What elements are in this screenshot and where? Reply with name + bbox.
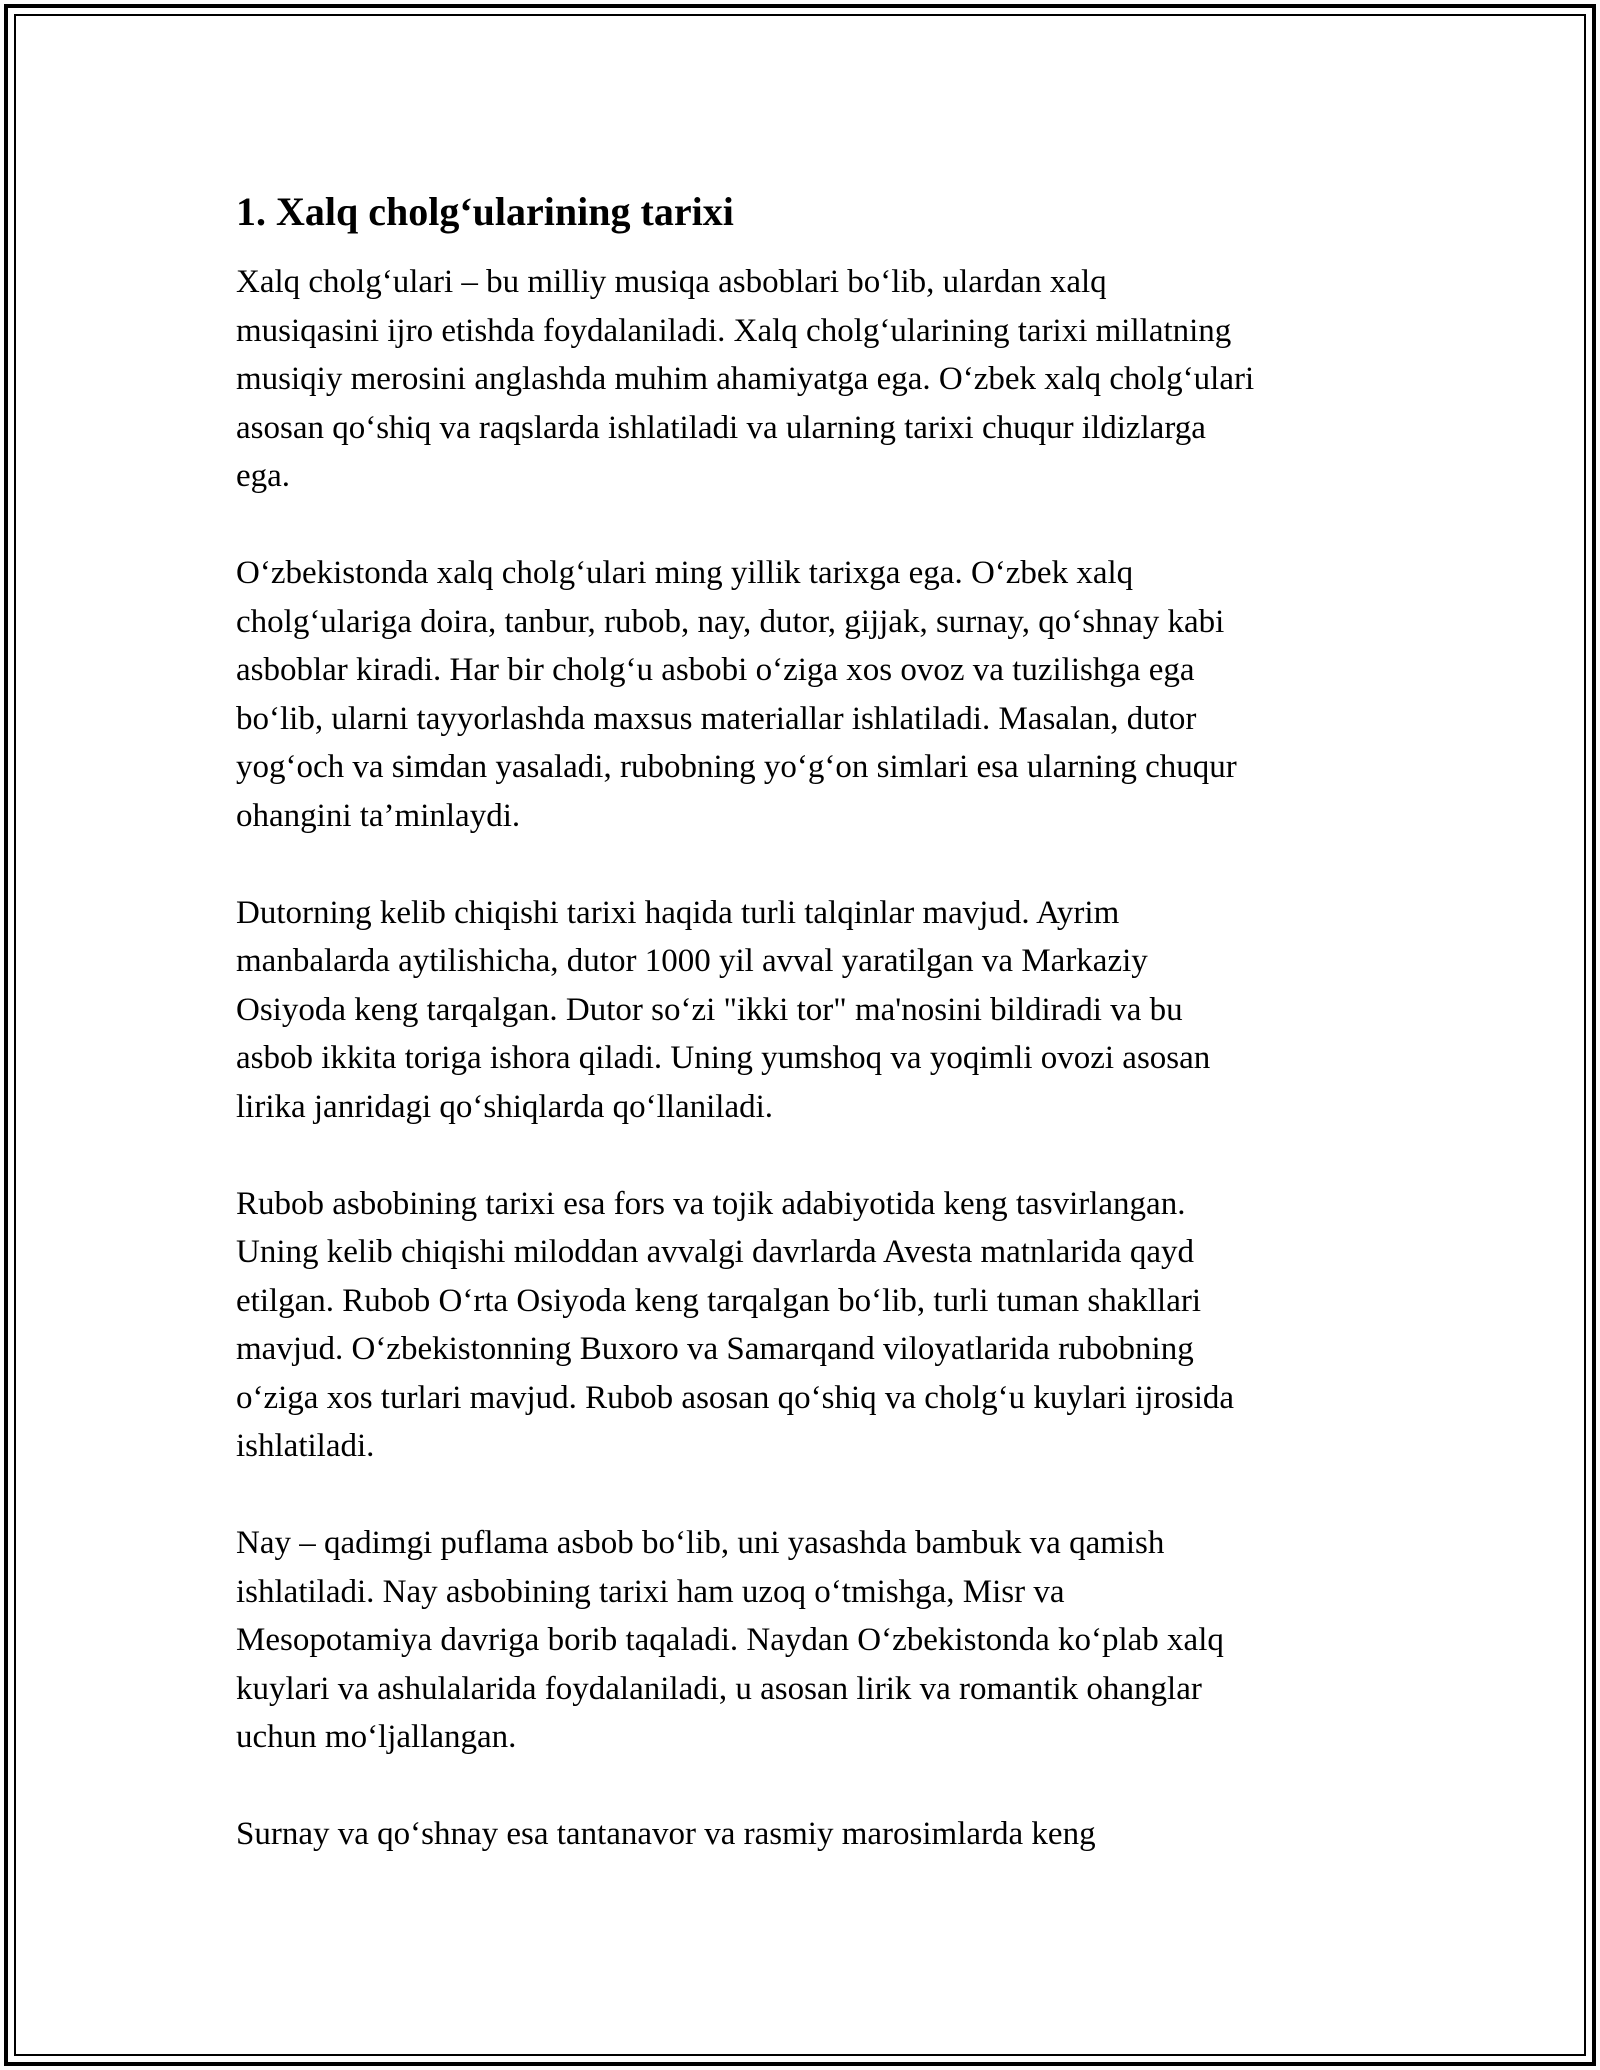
text-line: asboblar kiradi. Har bir cholg‘u asbobi o‘ziga xos ovoz va tuzilishga ega <box>236 652 1195 688</box>
text-line: Xalq cholg‘ulari – bu milliy musiqa asboblari bo‘lib, ulardan xalq <box>236 264 1107 300</box>
text-line: musiqasini ijro etishda foydalaniladi. Xalq cholg‘ularining tarixi millatning <box>236 312 1232 349</box>
text-line: yog‘och va simdan yasaladi, rubobning yo‘g‘on simlari esa ularning chuqur <box>236 749 1237 785</box>
paragraph-intro <box>236 258 1376 501</box>
text-line: ega. <box>236 458 291 494</box>
text-line: cholg‘ulariga doira, tanbur, rubob, nay, dutor, gijjak, surnay, qo‘shnay kabi <box>236 603 1225 640</box>
text-line: Mesopotamiya davriga borib taqaladi. Naydan O‘zbekistonda ko‘plab xalq <box>236 1622 1224 1658</box>
text-line: Dutorning kelib chiqishi tarixi haqida turli talqinlar mavjud. Ayrim <box>236 894 1120 931</box>
text-line: Rubob asbobining tarixi esa fors va tojik adabiyotida keng tasvirlangan. <box>236 1185 1186 1222</box>
text-line: kuylari va ashulalarida foydalaniladi, u asosan lirik va romantik ohanglar <box>236 1670 1202 1707</box>
text-line: mavjud. O‘zbekistonning Buxoro va Samarqand viloyatlarida rubobning <box>236 1331 1194 1367</box>
text-line: Nay – qadimgi puflama asbob bo‘lib, uni yasashda bambuk va qamish <box>236 1525 1165 1561</box>
text-line: ohangini ta’minlaydi. <box>236 797 521 834</box>
paragraph-nay <box>236 1519 1376 1762</box>
text-line: ishlatiladi. Nay asbobining tarixi ham uzoq o‘tmishga, Misr va <box>236 1573 1065 1610</box>
text-line: bo‘lib, ularni tayyorlashda maxsus materiallar ishlatiladi. Masalan, dutor <box>236 700 1197 737</box>
text-line: musiqiy merosini anglashda muhim ahamiyatga ega. O‘zbek xalq cholg‘ulari <box>236 361 1255 397</box>
text-line: ishlatiladi. <box>236 1428 375 1464</box>
paragraph-rubob <box>236 1180 1376 1471</box>
text-line: asosan qo‘shiq va raqslarda ishlatiladi va ularning tarixi chuqur ildizlarga <box>236 409 1206 446</box>
text-line: lirika janridagi qo‘shiqlarda qo‘llaniladi. <box>236 1088 774 1125</box>
paragraph-uzbek-instruments <box>236 549 1376 840</box>
paragraph-dutor <box>236 889 1376 1132</box>
document-body <box>236 186 1376 1907</box>
text-line: Uning kelib chiqishi miloddan avvalgi davrlarda Avesta matnlarida qayd <box>236 1234 1194 1270</box>
text-line: asbob ikkita toriga ishora qiladi. Uning yumshoq va yoqimli ovozi asosan <box>236 1040 1211 1076</box>
text-line: etilgan. Rubob O‘rta Osiyoda keng tarqalgan bo‘lib, turli tuman shakllari <box>236 1282 1202 1319</box>
paragraph-surnay <box>236 1810 1376 1859</box>
text-line: O‘zbekistonda xalq cholg‘ulari ming yillik tarixga ega. O‘zbek xalq <box>236 555 1134 591</box>
text-line: Osiyoda keng tarqalgan. Dutor so‘zi "ikki tor" ma'nosini bildiradi va bu <box>236 991 1183 1028</box>
section-heading: 1. Xalq cholg‘ularining tarixi <box>236 189 734 234</box>
text-line: Surnay va qo‘shnay esa tantanavor va rasmiy marosimlarda keng <box>236 1816 1096 1852</box>
text-line: uchun mo‘ljallangan. <box>236 1719 517 1755</box>
text-line: manbalarda aytilishicha, dutor 1000 yil avval yaratilgan va Markaziy <box>236 943 1148 979</box>
text-line: o‘ziga xos turlari mavjud. Rubob asosan qo‘shiq va cholg‘u kuylari ijrosida <box>236 1379 1235 1416</box>
